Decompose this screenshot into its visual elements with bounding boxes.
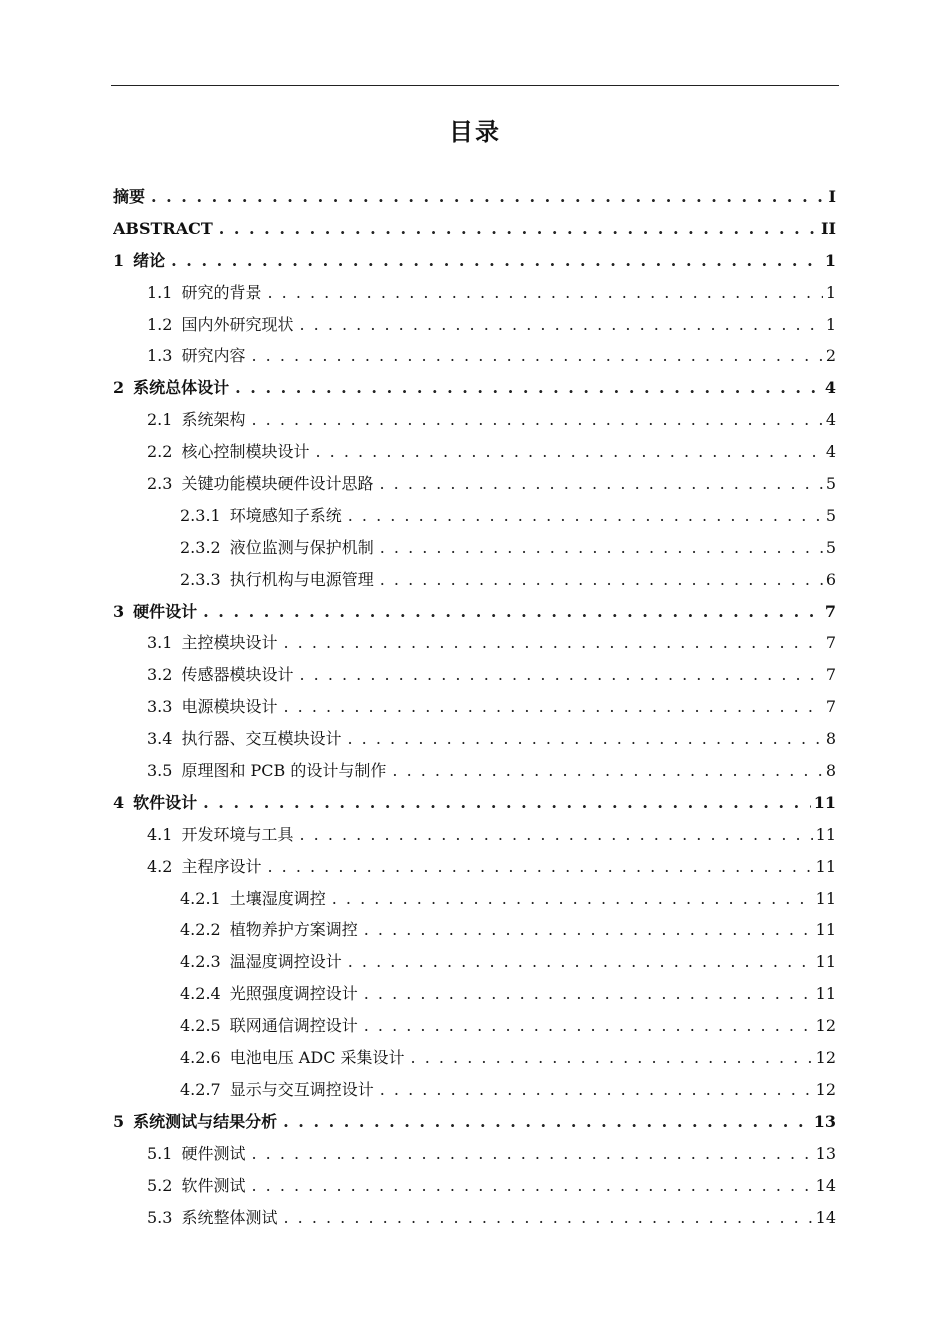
toc-entry-page: 4 [825, 442, 836, 462]
toc-dot-leader [267, 277, 822, 309]
toc-entry-number: 3.4 [147, 729, 173, 749]
toc-entry-title: 开发环境与工具 [181, 824, 294, 844]
toc-entry-title: 执行器、交互模块设计 [181, 729, 342, 749]
toc-entry[interactable] [113, 468, 836, 500]
toc-entry[interactable] [113, 659, 836, 691]
toc-entry[interactable] [113, 627, 836, 659]
toc-entry-page: 1 [825, 314, 836, 334]
toc-entry-number: 1.3 [147, 346, 173, 366]
toc-entry-title: 光照强度调控设计 [229, 984, 358, 1004]
toc-dot-leader [299, 659, 822, 691]
toc-entry[interactable] [113, 277, 836, 309]
toc-entry-page: 7 [825, 697, 836, 717]
toc-entry-number: 5.2 [147, 1175, 173, 1195]
toc-entry-page: 11 [815, 920, 836, 940]
toc-entry-title: 研究的背景 [181, 282, 262, 302]
toc-entry-title: 原理图和 PCB 的设计与制作 [181, 761, 387, 781]
toc-dot-leader [299, 309, 822, 341]
toc-entry-page: 1 [825, 282, 836, 302]
toc-entry[interactable] [113, 213, 836, 245]
toc-entry-page: 5 [825, 505, 836, 525]
toc-entry-title: 温湿度调控设计 [229, 952, 342, 972]
toc-dot-leader [251, 1170, 812, 1202]
toc-entry-title: 绪论 [133, 250, 166, 270]
toc-entry-page: 4 [825, 410, 836, 430]
toc-dot-leader [251, 404, 822, 436]
toc-entry[interactable] [113, 532, 836, 564]
toc-dot-leader [251, 340, 822, 372]
toc-entry[interactable] [113, 851, 836, 883]
toc-entry-number: 4.2 [147, 856, 173, 876]
toc-entry[interactable] [113, 691, 836, 723]
toc-entry-title: 联网通信调控设计 [229, 1016, 358, 1036]
toc-entry-number: 5 [113, 1111, 125, 1131]
toc-entry[interactable] [113, 1106, 836, 1138]
toc-dot-leader [283, 1202, 812, 1234]
toc-dot-leader [283, 627, 822, 659]
toc-dot-leader [380, 532, 823, 564]
toc-entry-page: 7 [825, 665, 836, 685]
toc-entry[interactable] [113, 372, 836, 404]
toc-entry-number: 4.2.3 [180, 952, 221, 972]
toc-entry-number: 4.2.7 [180, 1079, 221, 1099]
toc-entry[interactable] [113, 309, 836, 341]
toc-entry-number: 4 [113, 792, 125, 812]
toc-entry-page: 11 [815, 824, 836, 844]
toc-entry-page: 11 [815, 952, 836, 972]
toc-entry-number: 3.1 [147, 633, 173, 653]
toc-entry[interactable] [113, 978, 836, 1010]
toc-entry[interactable] [113, 436, 836, 468]
toc-entry-title: 主程序设计 [181, 856, 262, 876]
toc-entry[interactable] [113, 181, 836, 213]
toc-entry-page: 8 [825, 761, 836, 781]
toc-entry-number: 4.2.5 [180, 1016, 221, 1036]
toc-entry-title: 执行机构与电源管理 [229, 569, 374, 589]
toc-entry-page: 5 [825, 474, 836, 494]
toc-entry[interactable] [113, 1074, 836, 1106]
toc-dot-leader [283, 1106, 811, 1138]
toc-entry-number: 2.2 [147, 442, 173, 462]
toc-dot-leader [332, 883, 813, 915]
toc-entry-title: 传感器模块设计 [181, 665, 294, 685]
toc-dot-leader [151, 181, 823, 213]
toc-entry-title: 系统总体设计 [133, 378, 230, 398]
toc-entry-title: 环境感知子系统 [229, 505, 342, 525]
toc-dot-leader [392, 755, 822, 787]
toc-entry-page: 11 [813, 792, 836, 812]
toc-entry-page: 11 [815, 856, 836, 876]
toc-entry-number: 4.2.4 [180, 984, 221, 1004]
toc-entry-number: 3.5 [147, 761, 173, 781]
toc-entry[interactable] [113, 1042, 836, 1074]
toc-entry-number: 4.2.1 [180, 888, 221, 908]
toc-dot-leader [347, 723, 822, 755]
toc-dot-leader [251, 1138, 812, 1170]
toc-entry-page: II [821, 218, 836, 238]
toc-entry-page: 7 [824, 601, 836, 621]
toc-entry-title: 软件测试 [181, 1175, 246, 1195]
toc-entry-title: 研究内容 [181, 346, 246, 366]
toc-entry-title: 核心控制模块设计 [181, 442, 310, 462]
toc-dot-leader [411, 1042, 813, 1074]
toc-entry-number: 2 [113, 378, 125, 398]
toc-entry[interactable] [113, 1010, 836, 1042]
toc-entry[interactable] [113, 946, 836, 978]
toc-dot-leader [364, 1010, 813, 1042]
toc-entry[interactable] [113, 1170, 836, 1202]
toc-dot-leader [380, 564, 823, 596]
toc-entry[interactable] [113, 596, 836, 628]
toc-entry-title: 电池电压 ADC 采集设计 [229, 1048, 405, 1068]
toc-entry[interactable] [113, 340, 836, 372]
toc-entry-page: I [828, 187, 836, 206]
toc-entry-page: 12 [815, 1048, 836, 1068]
toc-entry[interactable] [113, 1138, 836, 1170]
toc-dot-leader [171, 245, 822, 277]
toc-entry[interactable] [113, 245, 836, 277]
toc-entry-title: 摘要 [113, 187, 146, 206]
toc-dot-leader [203, 596, 822, 628]
toc-dot-leader [379, 468, 822, 500]
toc-entry-number: 3.2 [147, 665, 173, 685]
toc-entry[interactable] [113, 404, 836, 436]
toc-entry-page: 6 [825, 569, 836, 589]
toc-entry-title: 电源模块设计 [181, 697, 278, 717]
toc-entry-number: 2.3.1 [180, 505, 221, 525]
toc-dot-leader [219, 213, 818, 245]
toc-entry-title: 液位监测与保护机制 [229, 537, 374, 557]
toc-entry-page: 7 [825, 633, 836, 653]
toc-entry-title: 系统整体测试 [181, 1207, 278, 1227]
toc-entry-title: 硬件设计 [133, 601, 198, 621]
toc-entry-page: 5 [825, 537, 836, 557]
toc-entry-number: 1 [113, 250, 125, 270]
toc-entry-title: 土壤湿度调控 [229, 888, 326, 908]
toc-entry[interactable] [113, 564, 836, 596]
toc-entry-title: 主控模块设计 [181, 633, 278, 653]
toc-entry-title: 植物养护方案调控 [229, 920, 358, 940]
toc-entry[interactable] [113, 819, 836, 851]
toc-entry[interactable] [113, 883, 836, 915]
toc-entry-page: 12 [815, 1016, 836, 1036]
toc-dot-leader [348, 500, 823, 532]
toc-dot-leader [299, 819, 812, 851]
toc-entry-number: 3.3 [147, 697, 173, 717]
toc-entry-page: 1 [824, 250, 836, 270]
toc-entry-number: 3 [113, 601, 125, 621]
toc-dot-leader [203, 787, 811, 819]
toc-entry-number: 1.2 [147, 314, 173, 334]
toc-entry-number: 2.1 [147, 410, 173, 430]
toc-dot-leader [235, 372, 822, 404]
toc-entry-page: 13 [815, 1143, 836, 1163]
toc-dot-leader [315, 436, 822, 468]
toc-entry-title: 软件设计 [133, 792, 198, 812]
toc-dot-leader [364, 978, 813, 1010]
toc-entry[interactable] [113, 500, 836, 532]
toc-entry-number: 4.2.6 [180, 1048, 221, 1068]
toc-entry-number: 2.3.2 [180, 537, 221, 557]
toc-entry-title: 系统测试与结果分析 [133, 1111, 278, 1131]
toc-entry-page: 14 [815, 1175, 836, 1195]
toc-entry-title: 国内外研究现状 [181, 314, 294, 334]
toc-entry[interactable] [113, 914, 836, 946]
toc-entry[interactable] [113, 1202, 836, 1234]
table-of-contents [113, 181, 836, 1233]
page-title: 目录 [449, 118, 501, 146]
toc-dot-leader [348, 946, 813, 978]
toc-dot-leader [267, 851, 812, 883]
toc-dot-leader [283, 691, 822, 723]
toc-entry[interactable] [113, 755, 836, 787]
toc-entry-number: 2.3.3 [180, 569, 221, 589]
header-rule [111, 85, 839, 86]
toc-entry-title: 硬件测试 [181, 1143, 246, 1163]
toc-entry[interactable] [113, 723, 836, 755]
toc-entry-page: 4 [824, 378, 836, 398]
toc-entry-title: 关键功能模块硬件设计思路 [181, 474, 374, 494]
toc-entry[interactable] [113, 787, 836, 819]
toc-entry-page: 11 [815, 984, 836, 1004]
toc-entry-number: 4.2.2 [180, 920, 221, 940]
toc-entry-title: ABSTRACT [113, 218, 213, 238]
toc-dot-leader [380, 1074, 813, 1106]
toc-entry-number: 1.1 [147, 282, 173, 302]
toc-entry-number: 5.1 [147, 1143, 173, 1163]
toc-entry-page: 8 [825, 729, 836, 749]
toc-entry-number: 5.3 [147, 1207, 173, 1227]
toc-entry-page: 2 [825, 346, 836, 366]
toc-entry-number: 4.1 [147, 824, 173, 844]
toc-dot-leader [364, 914, 813, 946]
toc-entry-title: 系统架构 [181, 410, 246, 430]
toc-entry-page: 14 [815, 1207, 836, 1227]
toc-entry-number: 2.3 [147, 474, 173, 494]
toc-entry-page: 12 [815, 1079, 836, 1099]
toc-entry-page: 11 [815, 888, 836, 908]
toc-entry-page: 13 [813, 1111, 836, 1131]
toc-entry-title: 显示与交互调控设计 [229, 1079, 374, 1099]
